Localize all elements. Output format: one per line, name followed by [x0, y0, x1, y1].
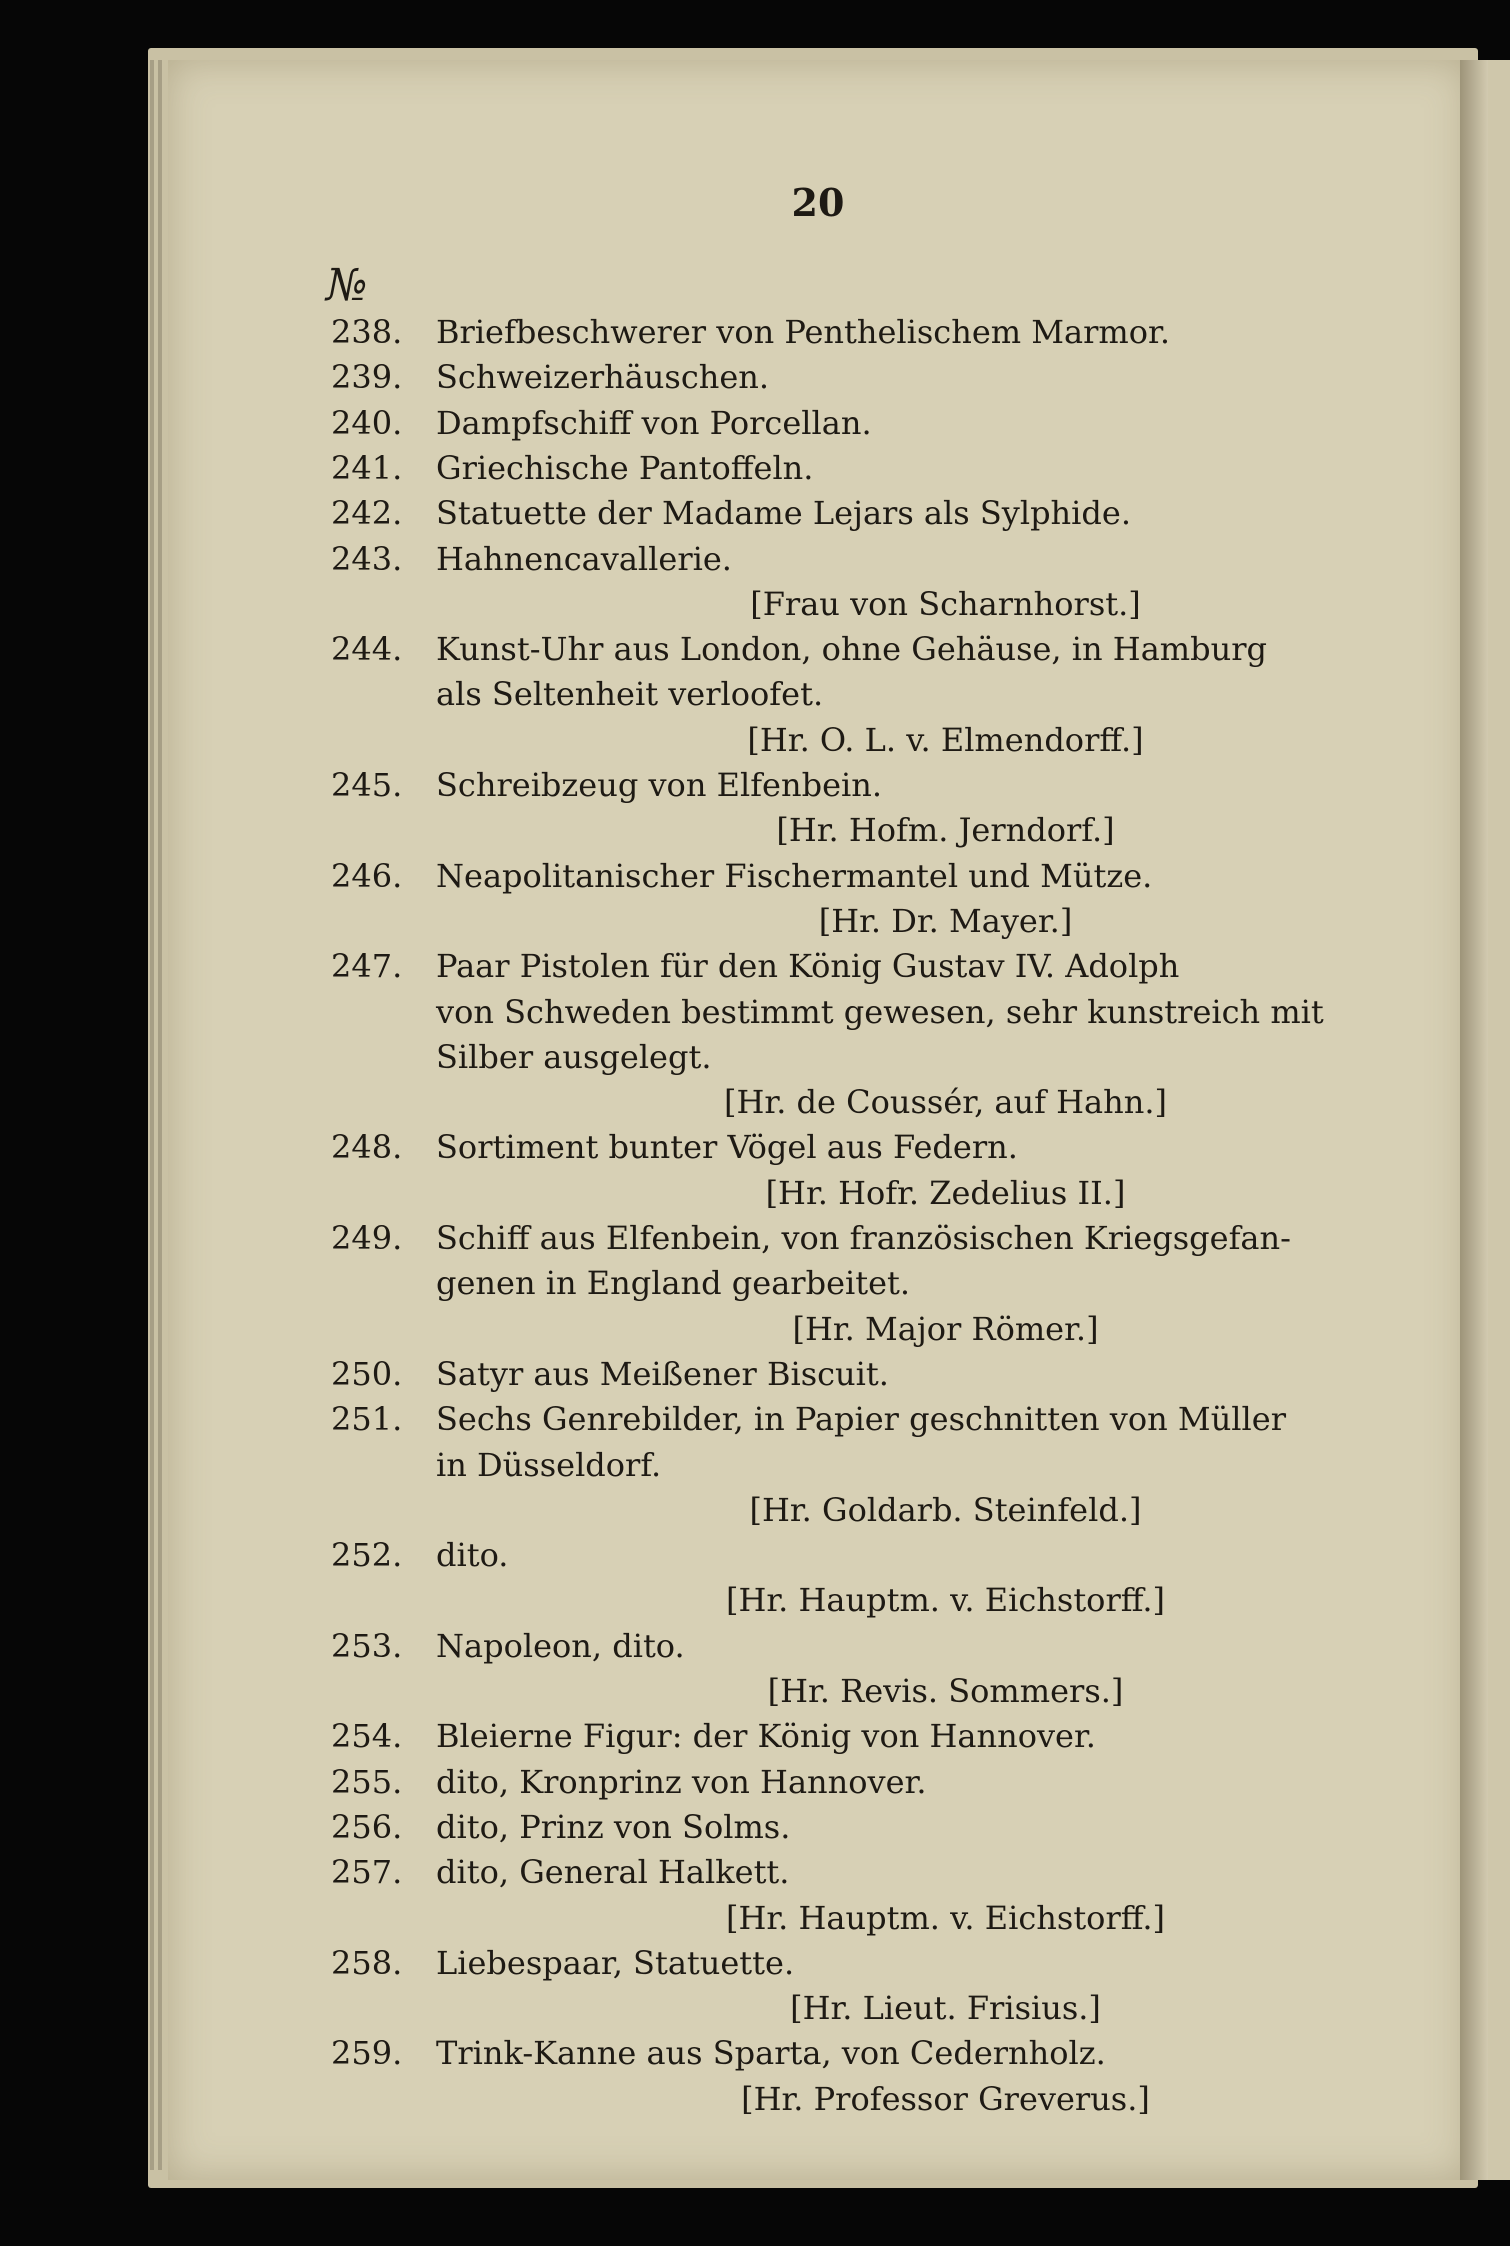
entry-text: Sechs Genrebilder, in Papier geschnitten von Müller	[436, 1400, 1286, 1439]
entry-text: von Schweden bestimmt gewesen, sehr kunstreich mit	[436, 992, 1324, 1031]
entry-text: genen in England gearbeitet.	[436, 1264, 911, 1303]
donor-name: [Hr. O. L. v. Elmendorff.]	[747, 720, 1144, 759]
entry-text: dito, General Halkett.	[436, 1853, 790, 1892]
donor-name: [Hr. Professor Greverus.]	[741, 2079, 1150, 2118]
entry-number: 259.	[331, 2034, 403, 2073]
entry-number: 253.	[331, 1626, 403, 1665]
page-content	[168, 60, 1468, 2180]
entry-number: 238.	[331, 313, 403, 351]
catalogue-entry	[168, 537, 1468, 581]
entry-number: 257.	[331, 1853, 403, 1892]
catalogue-entry	[168, 491, 1468, 535]
entry-continuation	[168, 1261, 1468, 1305]
donor-name: [Hr. Hauptm. v. Eichstorff.]	[726, 1898, 1165, 1937]
entry-number: 241.	[331, 448, 403, 487]
entry-text: Trink-Kanne aus Sparta, von Cedernholz.	[436, 2034, 1106, 2073]
catalogue-entry	[168, 1397, 1468, 1441]
entry-number: 249.	[331, 1219, 403, 1257]
entry-number: 240.	[331, 403, 403, 442]
donor-name: [Hr. Hauptm. v. Eichstorff.]	[726, 1581, 1165, 1620]
catalogue-entry	[168, 1714, 1468, 1758]
donor-line	[168, 808, 1468, 852]
entry-text: Neapolitanischer Fischermantel und Mütze.	[436, 856, 1153, 895]
catalogue-entry	[168, 1941, 1468, 1985]
entry-text: Schreibzeug von Elfenbein.	[436, 766, 883, 804]
entry-number: 251.	[331, 1400, 403, 1439]
donor-line	[168, 582, 1468, 626]
entry-number: 252.	[331, 1536, 403, 1575]
entry-number: 239.	[331, 358, 403, 397]
catalogue-entry	[168, 763, 1468, 807]
entry-number: 247.	[331, 947, 403, 986]
entry-number: 256.	[331, 1807, 403, 1846]
donor-name: [Hr. Goldarb. Steinfeld.]	[749, 1490, 1142, 1529]
donor-name: [Hr. Hofr. Zedelius II.]	[765, 1173, 1126, 1212]
entry-text: Paar Pistolen für den König Gustav IV. Adolph	[436, 947, 1180, 986]
entry-text: Bleierne Figur: der König von Hannover.	[436, 1717, 1096, 1756]
entry-text: Hahnencavallerie.	[436, 539, 732, 578]
entry-number: 254.	[331, 1717, 403, 1756]
donor-name: [Hr. Hofm. Jerndorf.]	[776, 811, 1115, 850]
donor-line	[168, 1896, 1468, 1940]
entry-number: 243.	[331, 539, 403, 578]
entry-text: Griechische Pantoffeln.	[436, 448, 814, 487]
donor-name: [Frau von Scharnhorst.]	[750, 584, 1141, 623]
catalogue-entry	[168, 355, 1468, 399]
entry-number: 258.	[331, 1943, 403, 1982]
page-edge	[150, 60, 154, 2170]
facing-page-edge	[1488, 60, 1510, 2180]
entry-text: als Seltenheit verloofet.	[436, 675, 824, 714]
entry-text: dito, Kronprinz von Hannover.	[436, 1762, 927, 1801]
catalogue-entry	[168, 854, 1468, 898]
entry-text: Satyr aus Meißener Biscuit.	[436, 1354, 889, 1393]
donor-line	[168, 899, 1468, 943]
donor-name: [Hr. Lieut. Frisius.]	[790, 1989, 1101, 2028]
donor-name: [Hr. de Coussér, auf Hahn.]	[724, 1083, 1167, 1122]
entry-text: Briefbeschwerer von Penthelischem Marmor.	[436, 313, 1170, 351]
donor-line	[168, 1488, 1468, 1532]
catalogue-entry	[168, 1805, 1468, 1849]
number-sign: №	[326, 260, 368, 311]
page-edge	[158, 60, 162, 2170]
entry-continuation	[168, 1035, 1468, 1079]
donor-line	[168, 1986, 1468, 2030]
donor-line	[168, 1171, 1468, 1215]
donor-name: [Hr. Dr. Mayer.]	[818, 901, 1073, 940]
catalogue-entry	[168, 310, 1468, 354]
donor-line	[168, 1578, 1468, 1622]
catalogue-entry	[168, 1352, 1468, 1396]
entry-continuation	[168, 990, 1468, 1034]
entry-text: Silber ausgelegt.	[436, 1037, 712, 1076]
entry-text: Schweizerhäuschen.	[436, 358, 770, 397]
catalogue-entry	[168, 1533, 1468, 1577]
entry-text: dito, Prinz von Solms.	[436, 1807, 791, 1846]
entry-continuation	[168, 1443, 1468, 1487]
entry-text: Statuette der Madame Lejars als Sylphide.	[436, 494, 1131, 533]
entry-number: 255.	[331, 1762, 403, 1801]
entry-number: 246.	[331, 856, 403, 895]
entry-text: Dampfschiff von Porcellan.	[436, 403, 872, 442]
catalogue-entry	[168, 1760, 1468, 1804]
catalogue-entry	[168, 1216, 1468, 1260]
catalogue-entry	[168, 1850, 1468, 1894]
entry-text: Sortiment bunter Vögel aus Federn.	[436, 1128, 1018, 1167]
donor-line	[168, 1307, 1468, 1351]
entry-number: 244.	[331, 630, 403, 669]
page-number: 20	[791, 180, 845, 225]
entry-text: Kunst-Uhr aus London, ohne Gehäuse, in Hamburg	[436, 630, 1267, 669]
donor-line	[168, 718, 1468, 762]
donor-name: [Hr. Major Römer.]	[792, 1309, 1099, 1348]
entry-number: 242.	[331, 494, 403, 533]
entry-text: in Düsseldorf.	[436, 1445, 662, 1484]
entry-continuation	[168, 672, 1468, 716]
catalogue-entry	[168, 2031, 1468, 2075]
catalogue-entry	[168, 446, 1468, 490]
donor-line	[168, 1669, 1468, 1713]
entry-text: Schiff aus Elfenbein, von französischen Kriegsgefan-	[436, 1219, 1291, 1257]
entry-number: 245.	[331, 766, 403, 804]
donor-line	[168, 1080, 1468, 1124]
entry-number: 250.	[331, 1354, 403, 1393]
entry-text: dito.	[436, 1536, 509, 1575]
catalogue-entry	[168, 1125, 1468, 1169]
entry-number: 248.	[331, 1128, 403, 1167]
catalogue-entry	[168, 944, 1468, 988]
donor-name: [Hr. Revis. Sommers.]	[767, 1672, 1124, 1710]
entry-text: Liebespaar, Statuette.	[436, 1943, 795, 1982]
entry-text: Napoleon, dito.	[436, 1626, 685, 1665]
catalogue-entry	[168, 1624, 1468, 1668]
catalogue-entry	[168, 401, 1468, 445]
catalogue-entry	[168, 627, 1468, 671]
donor-line	[168, 2077, 1468, 2121]
